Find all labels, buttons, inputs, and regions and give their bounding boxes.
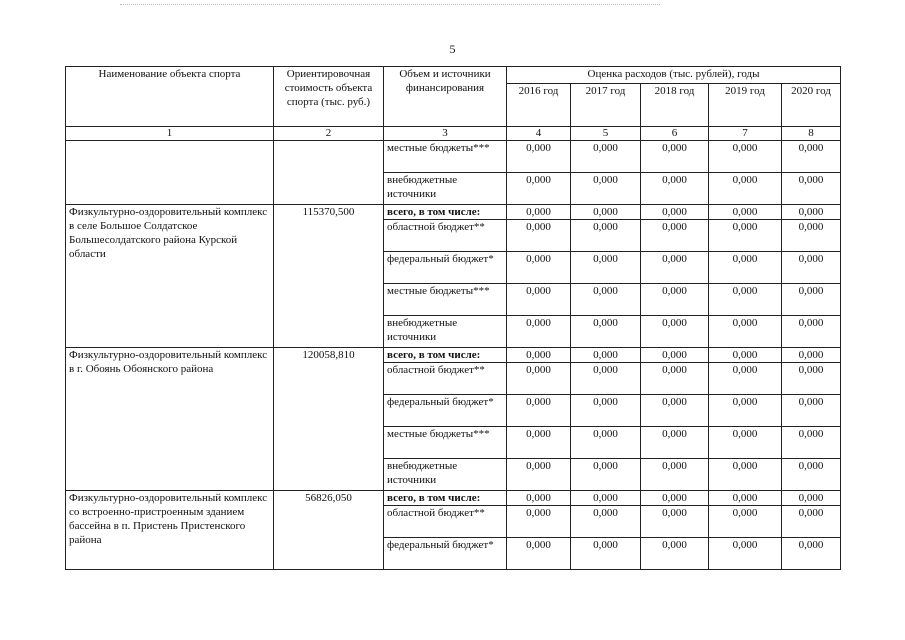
- source-cell: местные бюджеты***: [384, 427, 507, 459]
- value-cell: 0,000: [782, 427, 841, 459]
- column-numbers-row: [66, 127, 841, 141]
- value-cell: 0,000: [782, 491, 841, 506]
- value-cell: 0,000: [641, 141, 709, 173]
- value-cell: 0,000: [571, 506, 641, 538]
- source-cell: всего, в том числе:: [384, 491, 507, 506]
- value-cell: 0,000: [709, 173, 782, 205]
- value-cell: 0,000: [709, 316, 782, 348]
- table-row: [66, 205, 841, 220]
- value-cell: 0,000: [641, 538, 709, 570]
- value-cell: 0,000: [507, 173, 571, 205]
- source-cell: внебюджетные источники: [384, 316, 507, 348]
- table-row: [66, 348, 841, 363]
- value-cell: 0,000: [782, 506, 841, 538]
- value-cell: 0,000: [709, 506, 782, 538]
- column-number: 6: [641, 127, 709, 141]
- value-cell: 0,000: [641, 316, 709, 348]
- value-cell: 0,000: [641, 252, 709, 284]
- value-cell: 0,000: [641, 427, 709, 459]
- value-cell: 0,000: [782, 538, 841, 570]
- value-cell: 0,000: [507, 316, 571, 348]
- source-cell: всего, в том числе:: [384, 348, 507, 363]
- column-number: 2: [274, 127, 384, 141]
- header-sources: Объем и источники финансирования: [384, 67, 507, 127]
- source-cell: федеральный бюджет*: [384, 538, 507, 570]
- value-cell: 0,000: [507, 491, 571, 506]
- value-cell: 0,000: [571, 252, 641, 284]
- value-cell: 0,000: [571, 284, 641, 316]
- value-cell: 0,000: [709, 252, 782, 284]
- header-cost: Ориентировочная стоимость объекта спорта (тыс. руб.): [274, 67, 384, 127]
- object-name-cell: Физкультурно-оздоровительный комплекс в г. Обоянь Обоянского района: [66, 348, 274, 491]
- header-year: 2018 год: [641, 84, 709, 127]
- value-cell: 0,000: [709, 427, 782, 459]
- value-cell: 0,000: [782, 205, 841, 220]
- value-cell: 0,000: [709, 538, 782, 570]
- column-number: 8: [782, 127, 841, 141]
- value-cell: 0,000: [709, 348, 782, 363]
- source-cell: федеральный бюджет*: [384, 395, 507, 427]
- value-cell: 0,000: [782, 220, 841, 252]
- value-cell: 0,000: [709, 220, 782, 252]
- value-cell: 0,000: [571, 316, 641, 348]
- value-cell: 0,000: [571, 427, 641, 459]
- source-cell: областной бюджет**: [384, 220, 507, 252]
- value-cell: 0,000: [641, 506, 709, 538]
- value-cell: 0,000: [571, 459, 641, 491]
- column-number: 7: [709, 127, 782, 141]
- value-cell: 0,000: [782, 316, 841, 348]
- object-cost-cell: [274, 141, 384, 205]
- header-year: 2019 год: [709, 84, 782, 127]
- column-number: 4: [507, 127, 571, 141]
- value-cell: 0,000: [641, 205, 709, 220]
- value-cell: 0,000: [709, 363, 782, 395]
- source-cell: внебюджетные источники: [384, 173, 507, 205]
- value-cell: 0,000: [709, 205, 782, 220]
- value-cell: 0,000: [641, 459, 709, 491]
- value-cell: 0,000: [571, 205, 641, 220]
- value-cell: 0,000: [571, 491, 641, 506]
- source-cell: областной бюджет**: [384, 363, 507, 395]
- value-cell: 0,000: [507, 538, 571, 570]
- value-cell: 0,000: [571, 348, 641, 363]
- value-cell: 0,000: [507, 348, 571, 363]
- source-cell: всего, в том числе:: [384, 205, 507, 220]
- object-name-cell: Физкультурно-оздоровительный комплекс в селе Большое Солдатское Большесолдатского района Курской области: [66, 205, 274, 348]
- value-cell: 0,000: [571, 220, 641, 252]
- value-cell: 0,000: [782, 173, 841, 205]
- value-cell: 0,000: [571, 395, 641, 427]
- value-cell: 0,000: [782, 284, 841, 316]
- value-cell: 0,000: [507, 205, 571, 220]
- value-cell: 0,000: [507, 252, 571, 284]
- header-year: 2017 год: [571, 84, 641, 127]
- value-cell: 0,000: [709, 491, 782, 506]
- value-cell: 0,000: [507, 459, 571, 491]
- value-cell: 0,000: [782, 141, 841, 173]
- value-cell: 0,000: [709, 459, 782, 491]
- value-cell: 0,000: [782, 459, 841, 491]
- header-object-name: Наименование объекта спорта: [66, 67, 274, 127]
- source-cell: федеральный бюджет*: [384, 252, 507, 284]
- column-number: 5: [571, 127, 641, 141]
- value-cell: 0,000: [507, 363, 571, 395]
- column-number: 1: [66, 127, 274, 141]
- value-cell: 0,000: [709, 141, 782, 173]
- header-year: 2020 год: [782, 84, 841, 127]
- table-body: [66, 141, 841, 570]
- value-cell: 0,000: [641, 348, 709, 363]
- value-cell: 0,000: [782, 348, 841, 363]
- value-cell: 0,000: [507, 427, 571, 459]
- value-cell: 0,000: [641, 173, 709, 205]
- value-cell: 0,000: [782, 363, 841, 395]
- value-cell: 0,000: [709, 395, 782, 427]
- source-cell: местные бюджеты***: [384, 284, 507, 316]
- object-cost-cell: 115370,500: [274, 205, 384, 348]
- value-cell: 0,000: [507, 506, 571, 538]
- value-cell: 0,000: [571, 538, 641, 570]
- source-cell: внебюджетные источники: [384, 459, 507, 491]
- value-cell: 0,000: [641, 491, 709, 506]
- value-cell: 0,000: [571, 141, 641, 173]
- value-cell: 0,000: [782, 252, 841, 284]
- value-cell: 0,000: [709, 284, 782, 316]
- value-cell: 0,000: [641, 284, 709, 316]
- budget-table: [65, 66, 841, 570]
- value-cell: 0,000: [507, 141, 571, 173]
- source-cell: областной бюджет**: [384, 506, 507, 538]
- value-cell: 0,000: [641, 220, 709, 252]
- scan-artifact-line: [120, 4, 660, 5]
- value-cell: 0,000: [571, 363, 641, 395]
- object-cost-cell: 120058,810: [274, 348, 384, 491]
- object-cost-cell: 56826,050: [274, 491, 384, 570]
- table-row: [66, 141, 841, 173]
- page-number: 5: [449, 42, 456, 56]
- source-cell: местные бюджеты***: [384, 141, 507, 173]
- table-row: [66, 491, 841, 506]
- value-cell: 0,000: [641, 395, 709, 427]
- value-cell: 0,000: [571, 173, 641, 205]
- column-number: 3: [384, 127, 507, 141]
- object-name-cell: Физкультурно-оздоровительный комплекс со встроенно-пристроенным зданием бассейна в п. Пристень Пристенского района: [66, 491, 274, 570]
- value-cell: 0,000: [507, 284, 571, 316]
- value-cell: 0,000: [507, 220, 571, 252]
- header-year: 2016 год: [507, 84, 571, 127]
- value-cell: 0,000: [782, 395, 841, 427]
- value-cell: 0,000: [641, 363, 709, 395]
- value-cell: 0,000: [507, 395, 571, 427]
- object-name-cell: [66, 141, 274, 205]
- header-estimate: Оценка расходов (тыс. рублей), годы: [507, 67, 841, 84]
